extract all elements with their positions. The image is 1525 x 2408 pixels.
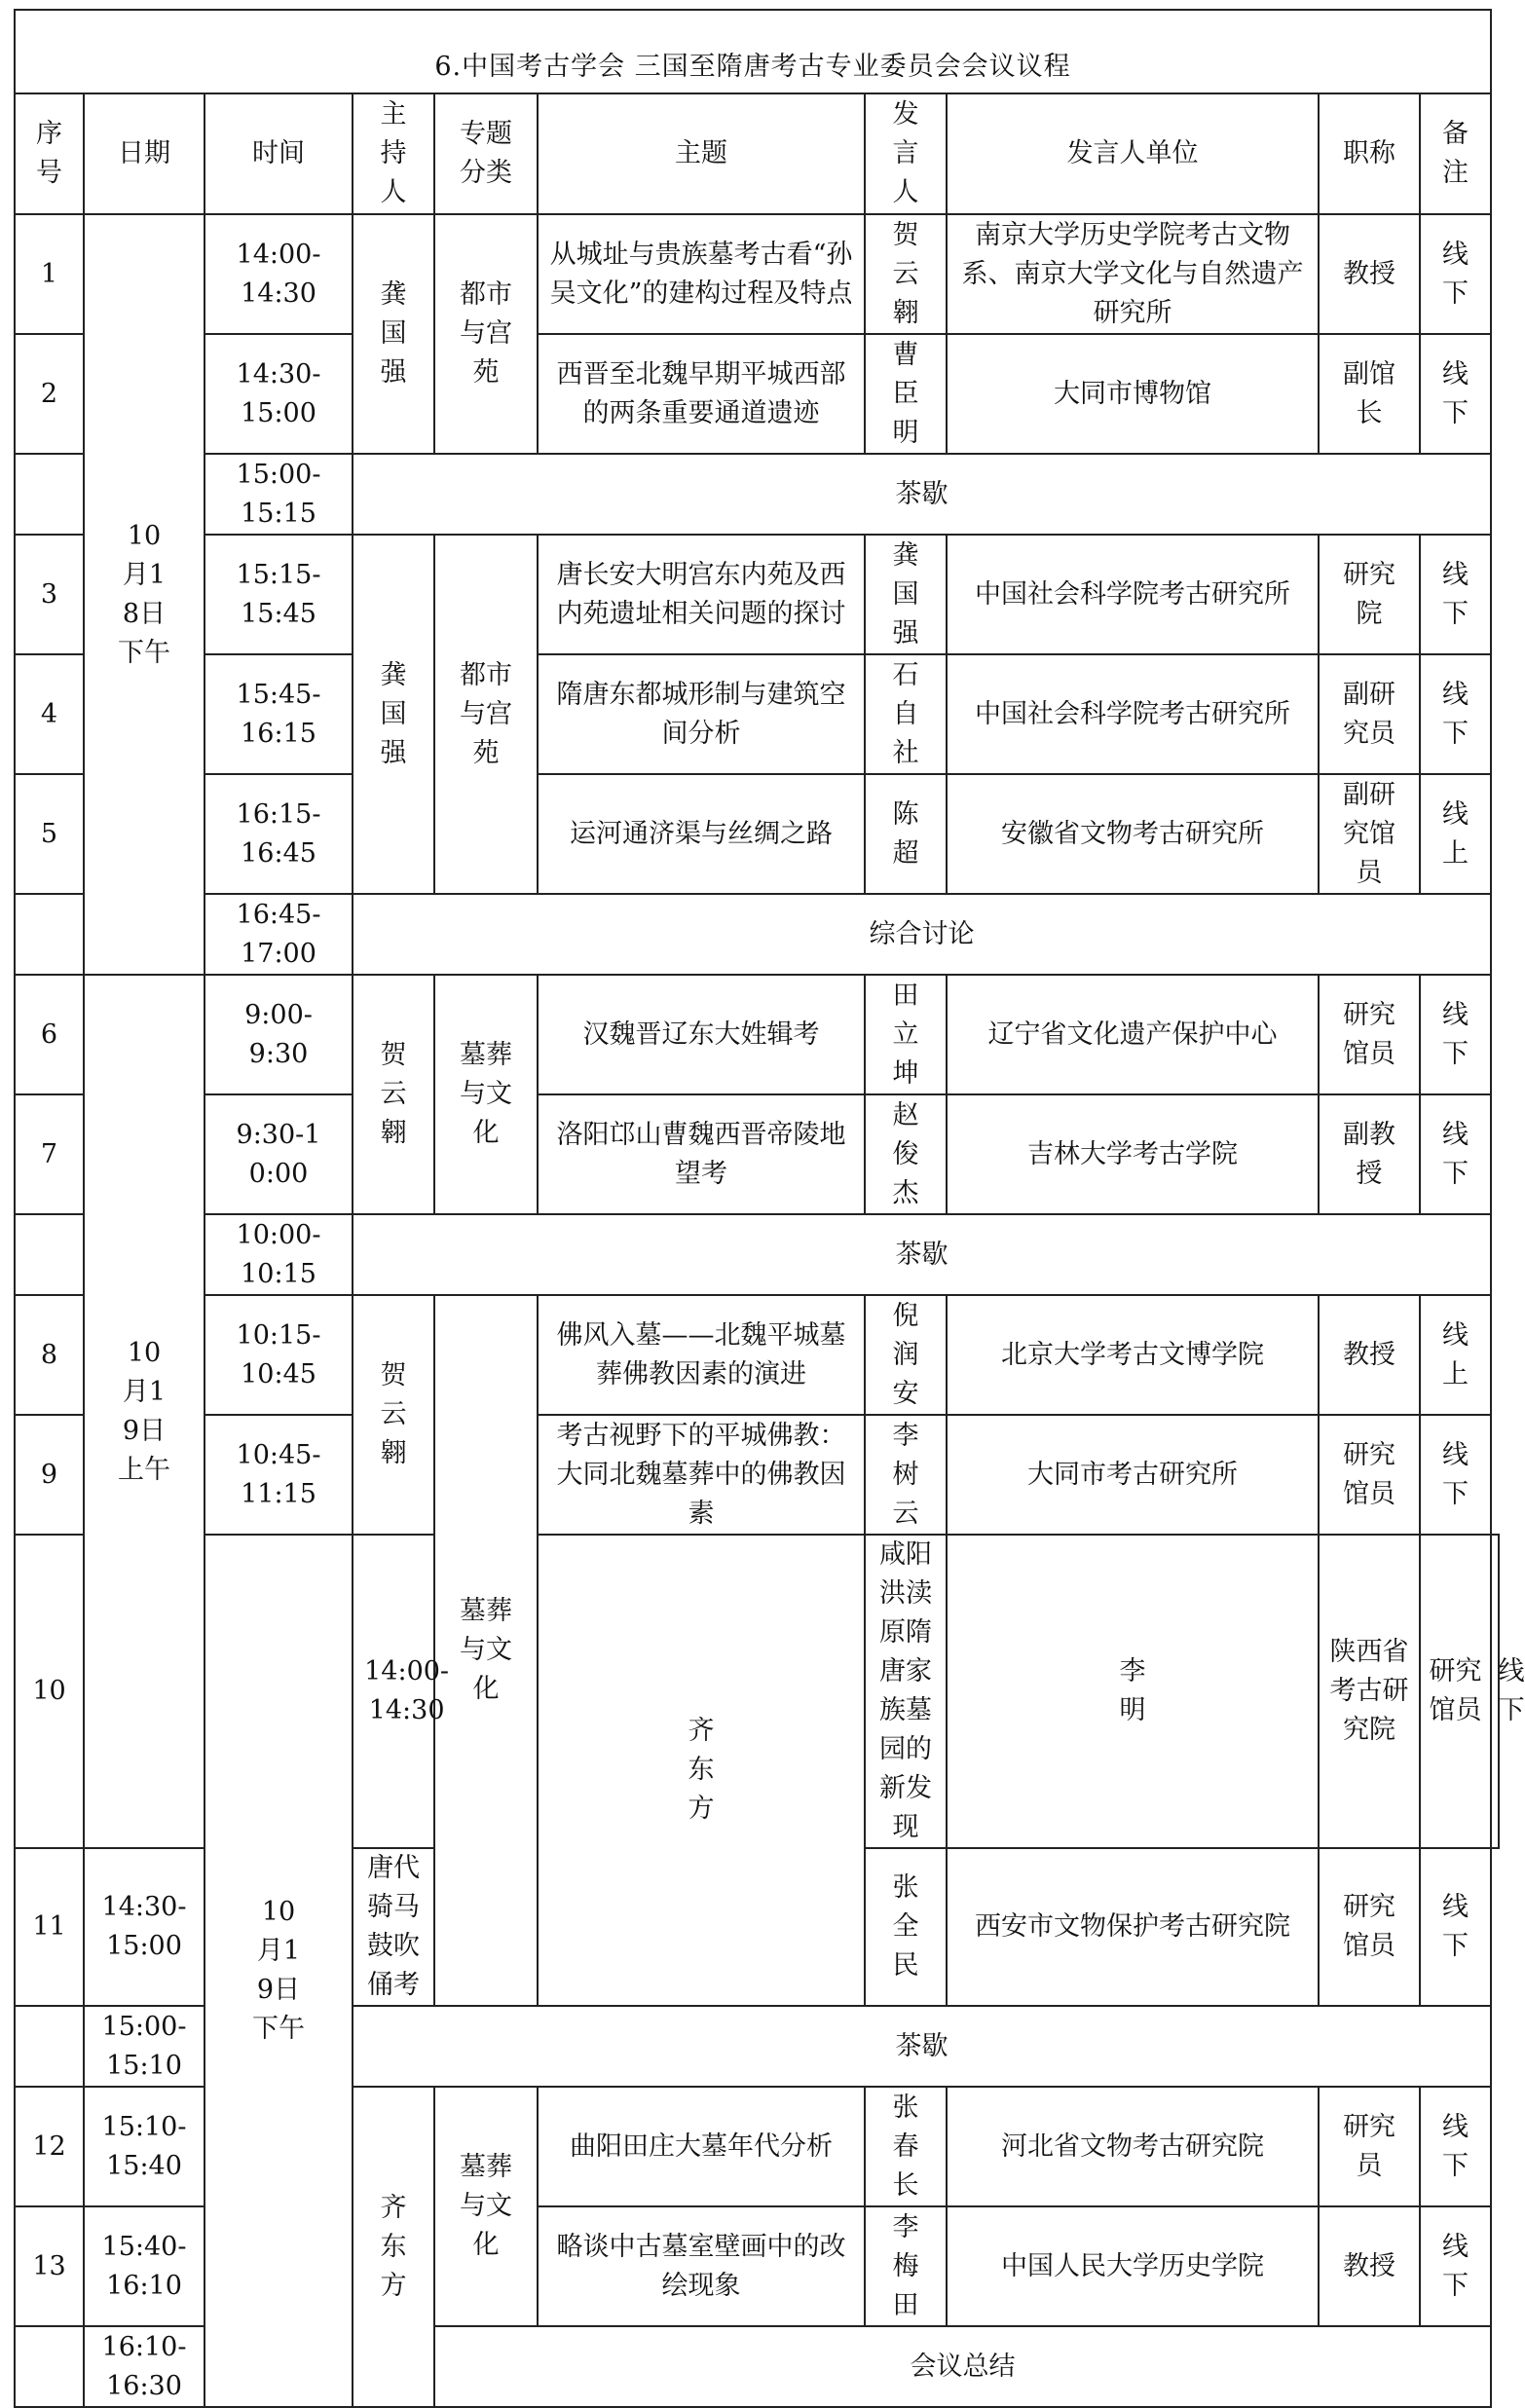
speaker-cell: 龚国强 <box>865 535 947 654</box>
date-cell: 10月19日下午 <box>205 1535 353 2407</box>
topic-cell: 洛阳邙山曹魏西晋帝陵地望考 <box>538 1094 865 1214</box>
table-row <box>15 1295 1499 1415</box>
topic-cell: 汉魏晋辽东大姓辑考 <box>538 975 865 1094</box>
break-label: 茶歇 <box>353 2006 1491 2087</box>
table-row <box>15 975 1499 1094</box>
speaker-cell: 贺云翱 <box>865 214 947 334</box>
topic-cell: 唐代骑马鼓吹俑考 <box>353 1848 434 2006</box>
topic-cell: 佛风入墓——北魏平城墓葬佛教因素的演进 <box>538 1295 865 1415</box>
org-cell: 大同市考古研究所 <box>947 1415 1319 1535</box>
org-cell: 西安市文物保护考古研究院 <box>947 1848 1319 2006</box>
break-label: 会议总结 <box>434 2326 1491 2407</box>
note-cell: 线下 <box>1420 1415 1491 1535</box>
topic-cell: 咸阳洪渎原隋唐家族墓园的新发现 <box>865 1535 947 1848</box>
document-title: 6.中国考古学会 三国至隋唐考古专业委员会会议议程 <box>15 10 1491 93</box>
topic-cell: 唐长安大明宫东内苑及西内苑遗址相关问题的探讨 <box>538 535 865 654</box>
break-label: 综合讨论 <box>353 894 1491 975</box>
rank-cell: 教授 <box>1319 214 1420 334</box>
speaker-cell: 田立坤 <box>865 975 947 1094</box>
seq-cell: 5 <box>15 774 84 894</box>
time-cell: 9:00-9:30 <box>205 975 353 1094</box>
header-topic: 主题 <box>538 93 865 214</box>
header-date: 日期 <box>84 93 205 214</box>
break-row <box>15 454 1499 535</box>
note-cell: 线下 <box>1420 2206 1491 2326</box>
seq-cell <box>15 2006 84 2087</box>
seq-cell: 1 <box>15 214 84 334</box>
title-row <box>15 10 1499 93</box>
table-row <box>15 535 1499 654</box>
header-rank: 职称 <box>1319 93 1420 214</box>
speaker-cell: 李梅田 <box>865 2206 947 2326</box>
time-cell: 16:15-16:45 <box>205 774 353 894</box>
seq-cell: 9 <box>15 1415 84 1535</box>
time-cell: 14:00-14:30 <box>205 214 353 334</box>
org-cell: 辽宁省文化遗产保护中心 <box>947 975 1319 1094</box>
seq-cell: 7 <box>15 1094 84 1214</box>
table-row <box>15 774 1499 894</box>
break-label: 茶歇 <box>353 454 1491 535</box>
speaker-cell: 赵俊杰 <box>865 1094 947 1214</box>
rank-cell: 教授 <box>1319 2206 1420 2326</box>
seq-cell: 10 <box>15 1535 84 1848</box>
note-cell: 线下 <box>1420 975 1491 1094</box>
category-cell: 墓葬与文化 <box>434 2087 538 2326</box>
speaker-cell: 张春长 <box>865 2087 947 2206</box>
org-cell: 北京大学考古文博学院 <box>947 1295 1319 1415</box>
time-cell: 10:15-10:45 <box>205 1295 353 1415</box>
seq-cell <box>15 454 84 535</box>
org-cell: 南京大学历史学院考古文物系、南京大学文化与自然遗产研究所 <box>947 214 1319 334</box>
note-cell: 线下 <box>1420 1848 1491 2006</box>
rank-cell: 副研究馆员 <box>1319 774 1420 894</box>
header-seq: 序号 <box>15 93 84 214</box>
category-cell: 墓葬与文化 <box>434 1295 538 2006</box>
host-cell: 齐东方 <box>538 1535 865 2006</box>
rank-cell: 研究馆员 <box>1319 1415 1420 1535</box>
time-cell: 15:15-15:45 <box>205 535 353 654</box>
time-cell: 15:00-15:15 <box>205 454 353 535</box>
note-cell: 线下 <box>1420 1094 1491 1214</box>
rank-cell: 教授 <box>1319 1295 1420 1415</box>
break-row <box>15 894 1499 975</box>
time-cell: 15:45-16:15 <box>205 654 353 774</box>
org-cell: 安徽省文物考古研究所 <box>947 774 1319 894</box>
org-cell: 吉林大学考古学院 <box>947 1094 1319 1214</box>
host-cell: 龚国强 <box>353 214 434 454</box>
seq-cell: 4 <box>15 654 84 774</box>
category-cell: 都市与宫苑 <box>434 535 538 894</box>
topic-cell: 隋唐东都城形制与建筑空间分析 <box>538 654 865 774</box>
seq-cell: 3 <box>15 535 84 654</box>
header-time: 时间 <box>205 93 353 214</box>
topic-cell: 考古视野下的平城佛教：大同北魏墓葬中的佛教因素 <box>538 1415 865 1535</box>
seq-cell: 8 <box>15 1295 84 1415</box>
host-cell: 贺云翱 <box>353 975 434 1214</box>
time-cell: 16:45-17:00 <box>205 894 353 975</box>
org-cell: 陕西省考古研究院 <box>1319 1535 1420 1848</box>
rank-cell: 副馆长 <box>1319 334 1420 454</box>
speaker-cell: 陈超 <box>865 774 947 894</box>
table-row <box>15 214 1499 334</box>
seq-cell <box>15 2326 84 2407</box>
topic-cell: 运河通济渠与丝绸之路 <box>538 774 865 894</box>
seq-cell: 11 <box>15 1848 84 2006</box>
table-row <box>15 334 1499 454</box>
time-cell: 14:30-15:00 <box>84 1848 205 2006</box>
header-speaker: 发言人 <box>865 93 947 214</box>
note-cell: 线下 <box>1420 2087 1491 2206</box>
org-cell: 中国社会科学院考古研究所 <box>947 535 1319 654</box>
time-cell: 16:10-16:30 <box>84 2326 205 2407</box>
speaker-cell: 曹臣明 <box>865 334 947 454</box>
seq-cell <box>15 894 84 975</box>
header-category: 专题分类 <box>434 93 538 214</box>
seq-cell: 2 <box>15 334 84 454</box>
speaker-cell: 倪润安 <box>865 1295 947 1415</box>
speaker-cell: 李明 <box>947 1535 1319 1848</box>
host-cell: 齐东方 <box>353 2087 434 2407</box>
note-cell: 线下 <box>1420 654 1491 774</box>
header-note: 备注 <box>1420 93 1491 214</box>
speaker-cell: 李树云 <box>865 1415 947 1535</box>
note-cell: 线下 <box>1420 214 1491 334</box>
org-cell: 河北省文物考古研究院 <box>947 2087 1319 2206</box>
topic-cell: 西晋至北魏早期平城西部的两条重要通道遗迹 <box>538 334 865 454</box>
header-row <box>15 93 1499 214</box>
time-cell: 15:40-16:10 <box>84 2206 205 2326</box>
time-cell: 10:00-10:15 <box>205 1214 353 1295</box>
time-cell: 9:30-10:00 <box>205 1094 353 1214</box>
rank-cell: 副教授 <box>1319 1094 1420 1214</box>
note-cell: 线下 <box>1420 535 1491 654</box>
note-cell: 线上 <box>1420 1295 1491 1415</box>
category-cell: 墓葬与文化 <box>434 975 538 1214</box>
org-cell: 中国社会科学院考古研究所 <box>947 654 1319 774</box>
seq-cell: 12 <box>15 2087 84 2206</box>
host-cell: 龚国强 <box>353 535 434 894</box>
rank-cell: 研究馆员 <box>1420 1535 1491 1848</box>
time-cell: 14:00-14:30 <box>353 1535 434 1848</box>
time-cell: 10:45-11:15 <box>205 1415 353 1535</box>
table-row <box>15 1535 1499 1848</box>
seq-cell: 6 <box>15 975 84 1094</box>
note-cell: 线上 <box>1420 774 1491 894</box>
table-row <box>15 1094 1499 1214</box>
seq-cell <box>15 1214 84 1295</box>
rank-cell: 副研究员 <box>1319 654 1420 774</box>
date-cell: 10月18日下午 <box>84 214 205 975</box>
date-cell: 10月19日上午 <box>84 975 205 1848</box>
break-row <box>15 1214 1499 1295</box>
org-cell: 大同市博物馆 <box>947 334 1319 454</box>
table-row <box>15 654 1499 774</box>
table-row <box>15 1415 1499 1535</box>
org-cell: 中国人民大学历史学院 <box>947 2206 1319 2326</box>
topic-cell: 曲阳田庄大墓年代分析 <box>538 2087 865 2206</box>
break-label: 茶歇 <box>353 1214 1491 1295</box>
note-cell: 线下 <box>1491 1535 1499 1848</box>
time-cell: 15:10-15:40 <box>84 2087 205 2206</box>
topic-cell: 略谈中古墓室壁画中的改绘现象 <box>538 2206 865 2326</box>
time-cell: 14:30-15:00 <box>205 334 353 454</box>
seq-cell: 13 <box>15 2206 84 2326</box>
time-cell: 15:00-15:10 <box>84 2006 205 2087</box>
header-org: 发言人单位 <box>947 93 1319 214</box>
note-cell: 线下 <box>1420 334 1491 454</box>
rank-cell: 研究员 <box>1319 2087 1420 2206</box>
speaker-cell: 张全民 <box>865 1848 947 2006</box>
header-host: 主持人 <box>353 93 434 214</box>
rank-cell: 研究馆员 <box>1319 975 1420 1094</box>
agenda-table <box>14 9 1525 2408</box>
rank-cell: 研究馆员 <box>1319 1848 1420 2006</box>
rank-cell: 研究院 <box>1319 535 1420 654</box>
topic-cell: 从城址与贵族墓考古看“孙吴文化”的建构过程及特点 <box>538 214 865 334</box>
category-cell: 都市与宫苑 <box>434 214 538 454</box>
speaker-cell: 石自社 <box>865 654 947 774</box>
host-cell: 贺云翱 <box>353 1295 434 1535</box>
